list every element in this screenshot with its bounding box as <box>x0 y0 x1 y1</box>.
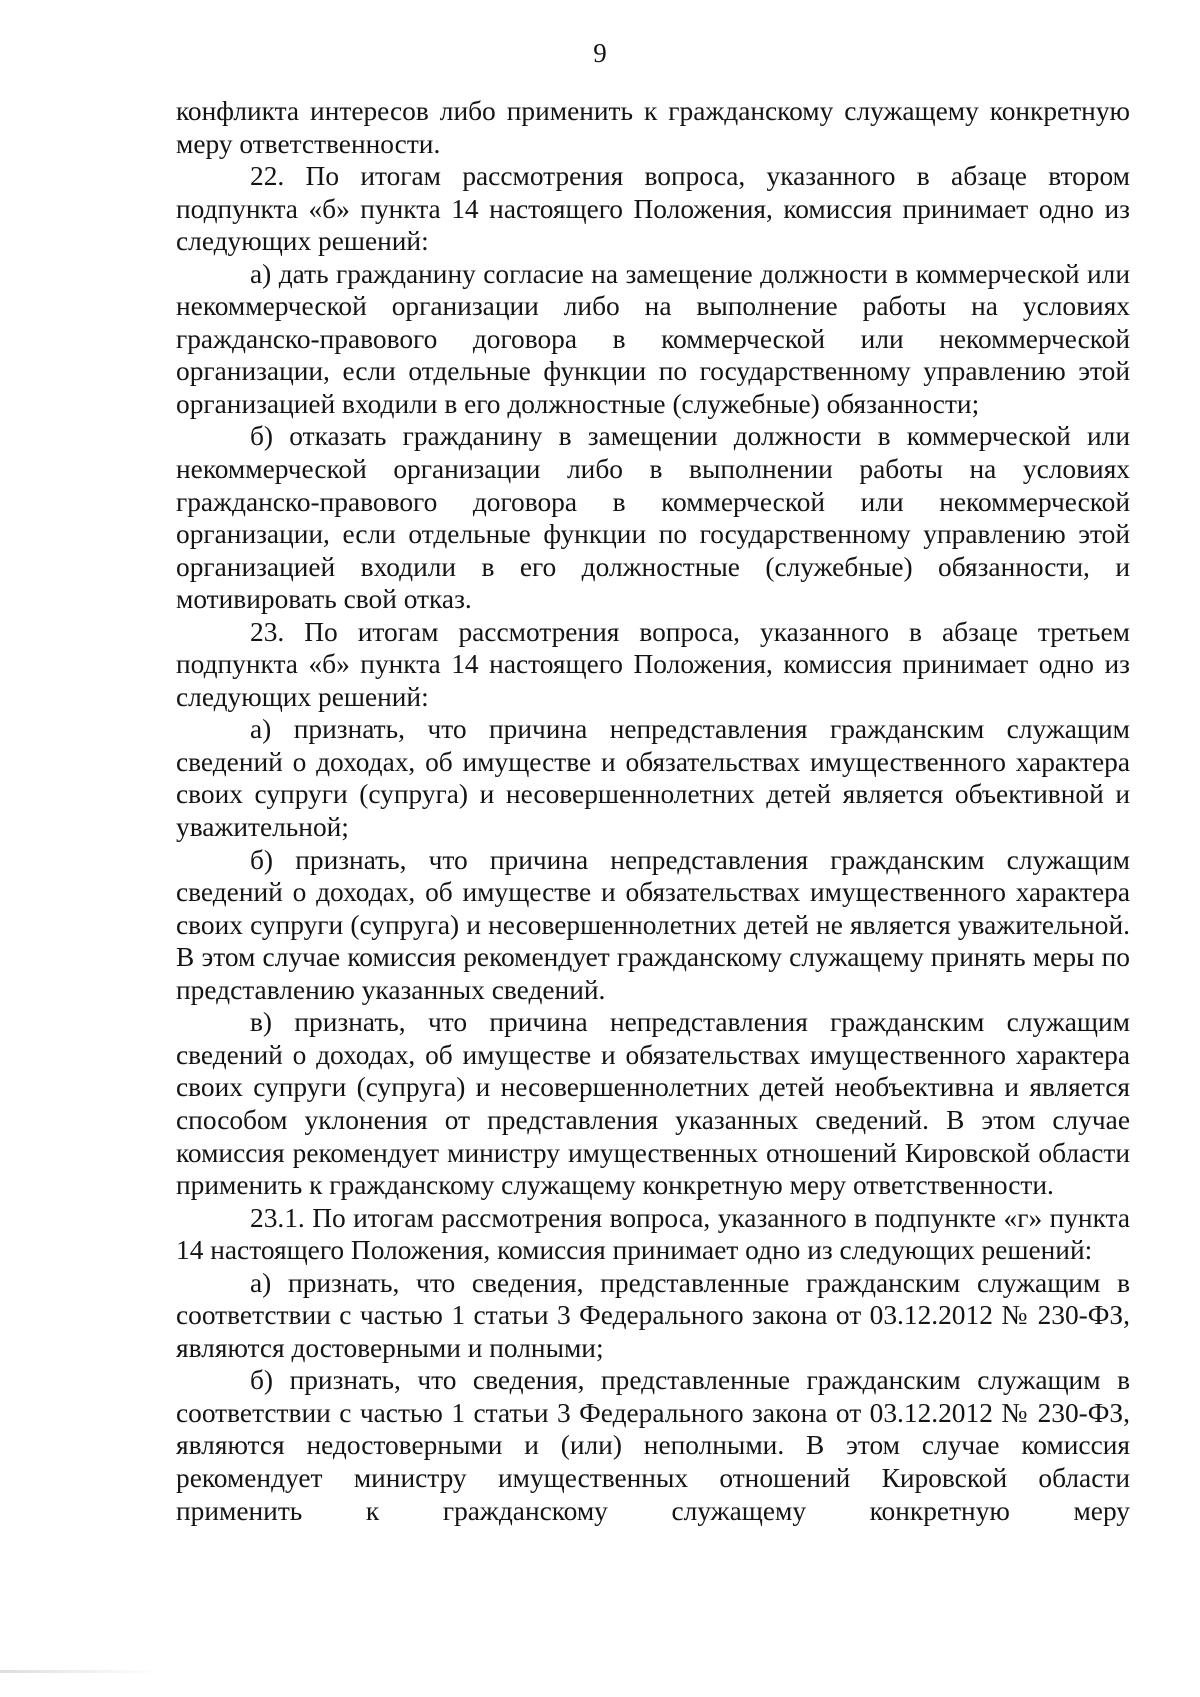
paragraph-23-1-b: б) признать, что сведения, представленные гражданским служащим в соответствии с частью 1 статьи 3 Федерального закона от 03.12.2012 № 230-ФЗ, являются недостоверными и (или) неполными. В этом случае комиссия рекомендует министру имущественных отношений Кировской области применить к гражданскому служащему конкретную меру <box>176 1365 1130 1526</box>
paragraph-23-v: в) признать, что причина непредставления гражданским служащим сведений о доходах, об имуществе и обязательствах имущественного характера своих супруги (супруга) и несовершеннолетних детей необъективна и является способом уклонения от представления указанных сведений. В этом случае комиссия рекомендует министру имущественных отношений Кировской области применить к гражданскому служащему конкретную меру ответственности. <box>176 1007 1130 1201</box>
scan-edge-mark <box>0 1670 160 1673</box>
paragraph-1: конфликта интересов либо применить к гражданскому служащему конкретную меру ответственности. <box>176 96 1130 159</box>
paragraph-23-a: а) признать, что причина непредставления гражданским служащим сведений о доходах, об имуществе и обязательствах имущественного характера своих супруги (супруга) и несовершеннолетних детей является объективной и уважительной; <box>176 714 1130 843</box>
document-body <box>176 95 1130 1527</box>
paragraph-22-a: а) дать гражданину согласие на замещение должности в коммерческой или некоммерческой организации либо на выполнение работы на условиях гражданско-правового договора в коммерческой или некоммерческой организации, если отдельные функции по государственному управлению этой организацией входили в его должностные (служебные) обязанности; <box>176 258 1130 419</box>
paragraph-22: 22. По итогам рассмотрения вопроса, указанного в абзаце втором подпункта «б» пункта 14 настоящего Положения, комиссия принимает одно из следующих решений: <box>176 161 1130 257</box>
page-number: 9 <box>593 38 607 68</box>
paragraph-23-b: б) признать, что причина непредставления гражданским служащим сведений о доходах, об имуществе и обязательствах имущественного характера своих супруги (супруга) и несовершеннолетних детей не является уважительной. В этом случае комиссия рекомендует гражданскому служащему принять меры по представлению указанных сведений. <box>176 844 1130 1005</box>
paragraph-23: 23. По итогам рассмотрения вопроса, указанного в абзаце третьем подпункта «б» пункта 14 настоящего Положения, комиссия принимает одно из следующих решений: <box>176 616 1130 712</box>
paragraph-22-b: б) отказать гражданину в замещении должности в коммерческой или некоммерческой организации либо в выполнении работы на условиях гражданско-правового договора в коммерческой или некоммерческой организации, если отдельные функции по государственному управлению этой организацией входили в его должностные (служебные) обязанности, и мотивировать свой отказ. <box>176 421 1130 615</box>
paragraph-23-1: 23.1. По итогам рассмотрения вопроса, указанного в подпункте «г» пункта 14 настоящего Положения, комиссия принимает одно из следующих решений: <box>176 1202 1130 1266</box>
paragraph-23-1-a: а) признать, что сведения, представленные гражданским служащим в соответствии с частью 1 статьи 3 Федерального закона от 03.12.2012 № 230-ФЗ, являются достоверными и полными; <box>176 1267 1130 1363</box>
